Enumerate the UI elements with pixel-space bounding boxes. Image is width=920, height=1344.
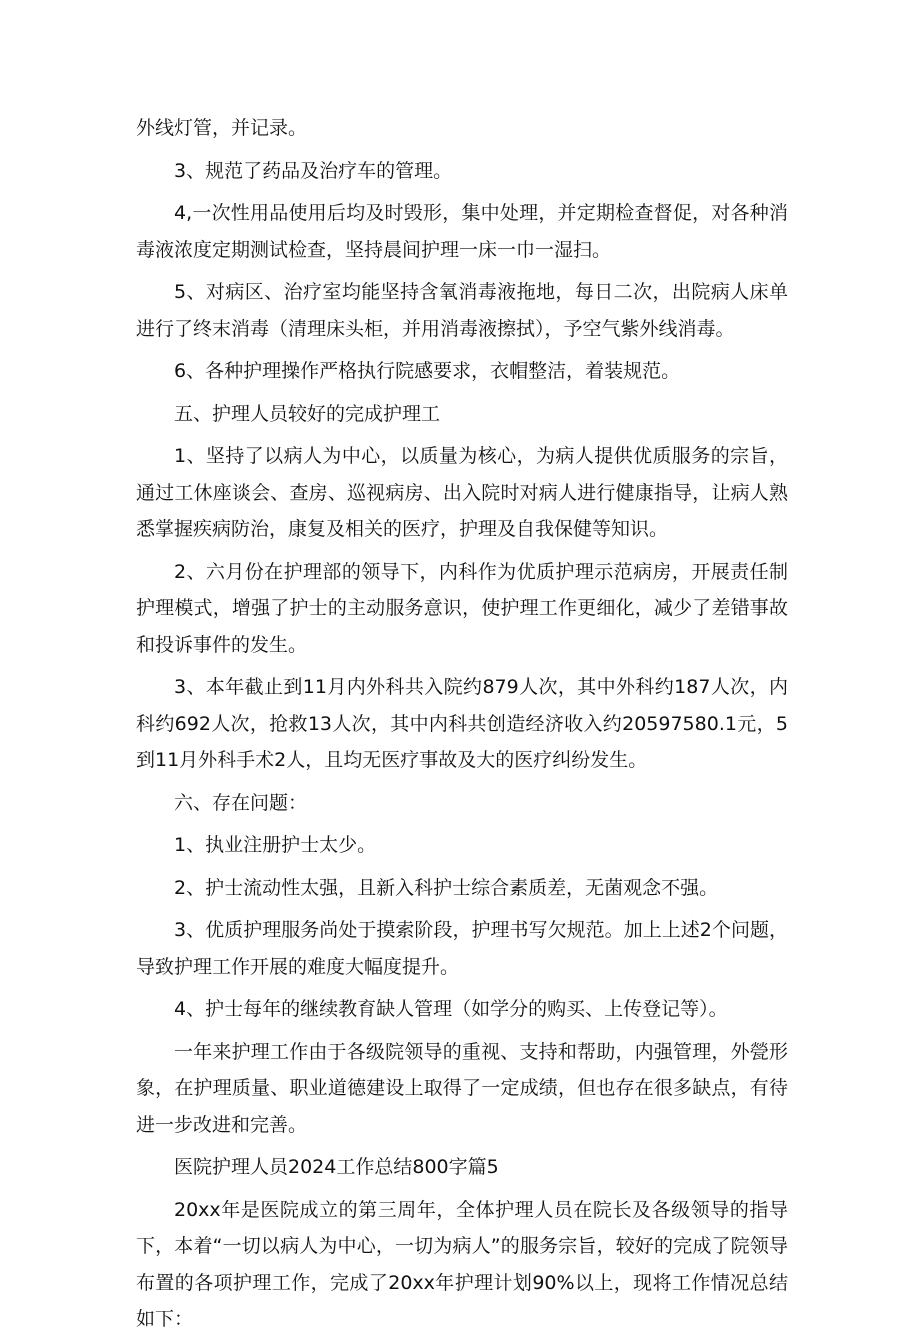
paragraph-5: 6、各种护理操作严格执行院感要求，衣帽整洁，着装规范。	[174, 360, 681, 382]
paragraph-11: 1、执业注册护士太少。	[174, 834, 377, 856]
paragraph-7: 1、坚持了以病人为中心，以质量为核心，为病人提供优质服务的宗旨，通过工休座谈会、查房、巡视病房、出入院时对病人进行健康指导，让病人熟悉掌握疾病防治，康复及相关的医疗，护理及自我保健等知识。	[136, 445, 788, 540]
section-heading-6: 六、存在问题：	[174, 791, 308, 814]
paragraph-9: 3、本年截止到11月内外科共入院约879人次，其中外科约187人次，内科约692人次，抢救13人次，其中内科共创造经济收入约20597580.1元，5到11月外科手术2人，且均无医疗事故及大的医疗纠纷发生。	[136, 676, 788, 771]
paragraph-2: 3、规范了药品及治疗车的管理。	[174, 159, 453, 182]
paragraph-17: 20xx年是医院成立的第三周年，全体护理人员在院长及各级领导的指导下，本着“一切以病人为中心，一切为病人”的服务宗旨，较好的完成了院领导布置的各项护理工作，完成了20xx年护理计划90%以上，现将工作情况总结如下：	[136, 1198, 788, 1330]
paragraph-8: 2、六月份在护理部的领导下，内科作为优质护理示范病房，开展责任制护理模式，增强了护士的主动服务意识，使护理工作更细化，减少了差错事故和投诉事件的发生。	[136, 560, 788, 656]
paragraph-12: 2、护士流动性太强，且新入科护士综合素质差，无菌观念不强。	[174, 876, 719, 899]
article-title: 医院护理人员2024工作总结800字篇5	[174, 1156, 499, 1178]
paragraph-15: 一年来护理工作由于各级院领导的重视、支持和帮助，内强管理，外甇形象，在护理质量、职业道德建设上取得了一定成绩，但也存在很多缺点，有待进一步改进和完善。	[136, 1040, 788, 1136]
paragraph-14: 4、护士每年的继续教育缺人管理（如学分的购买、上传登记等）。	[174, 998, 728, 1020]
paragraph-3: 4,一次性用品使用后均及时毁形，集中处理，并定期检查督促，对各种消毒液浓度定期测试检查，坚持晨间护理一床一巾一湿扫。	[136, 202, 788, 261]
section-heading-5: 五、护理人员较好的完成护理工	[174, 402, 441, 425]
paragraph-13: 3、优质护理服务尚处于摸索阶段，护理书写欠规范。加上上述2个问题，导致护理工作开展的难度大幅度提升。	[136, 919, 788, 978]
paragraph-1: 外线灯管，并记录。	[136, 117, 308, 139]
document-body	[136, 110, 788, 1344]
paragraph-4: 5、对病区、治疗室均能坚持含氧消毒液拖地，每日二次，出院病人床单进行了终末消毒（清理床头柜，并用消毒液擦拭），予空气紫外线消毒。	[136, 281, 788, 340]
